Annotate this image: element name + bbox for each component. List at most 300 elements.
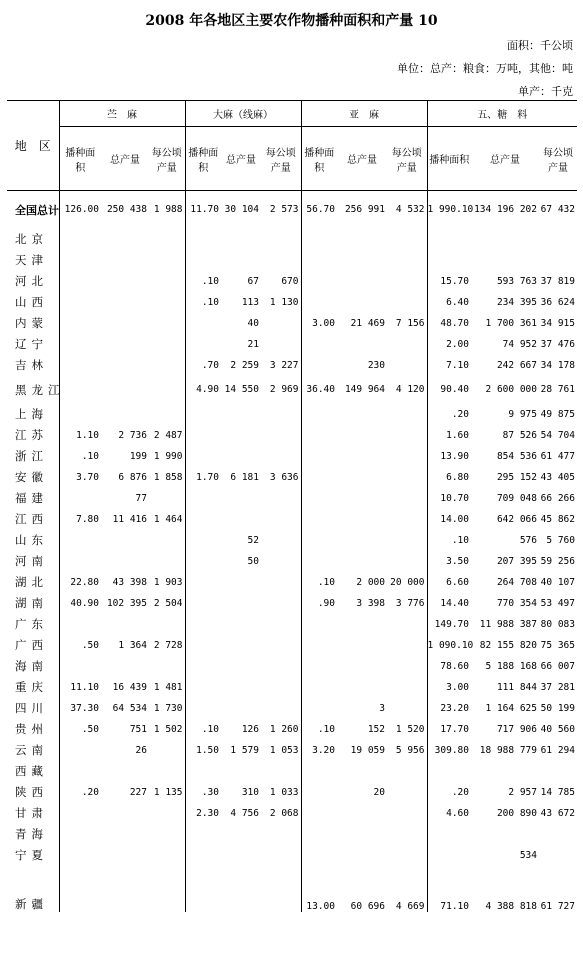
value-cell: 1 858 <box>153 471 183 483</box>
value-cell: 45 862 <box>540 513 575 525</box>
value-cell <box>387 824 427 845</box>
value-cell <box>337 250 387 271</box>
value-cell: 1 730 <box>153 702 183 714</box>
value-cell: 1 481 <box>153 681 183 693</box>
value-cell <box>301 782 337 803</box>
value-cell <box>301 803 337 824</box>
region-cell: 陕西 <box>15 785 48 799</box>
value-cell <box>149 866 185 912</box>
value-cell: 126 <box>241 723 259 735</box>
sub-header-area: 播种面积 <box>301 127 337 191</box>
value-cell: 64 534 <box>112 702 147 714</box>
table-row <box>7 250 577 271</box>
value-cell: 1 520 <box>395 723 425 735</box>
region-cell: 吉林 <box>15 358 48 372</box>
value-cell <box>337 677 387 698</box>
value-cell <box>149 824 185 845</box>
table-row <box>7 446 577 467</box>
value-cell: 3 227 <box>269 359 299 371</box>
value-cell <box>59 250 101 271</box>
table-row <box>7 572 577 593</box>
region-cell: 河北 <box>15 274 48 288</box>
value-cell: 17.70 <box>427 719 471 740</box>
value-cell <box>185 593 221 614</box>
value-cell: 40 <box>247 317 259 329</box>
value-cell <box>301 467 337 488</box>
value-cell <box>59 740 101 761</box>
value-cell: 200 890 <box>496 807 537 819</box>
value-cell <box>59 313 101 334</box>
region-cell: 西藏 <box>15 764 48 778</box>
value-cell <box>301 677 337 698</box>
value-cell: 26 <box>135 744 147 756</box>
value-cell <box>337 635 387 656</box>
sub-header-area: 播种面积 <box>59 127 101 191</box>
value-cell <box>261 845 301 866</box>
value-cell: 250 438 <box>106 204 147 216</box>
value-cell <box>301 425 337 446</box>
value-cell: 1 990.10 <box>427 191 471 229</box>
value-cell <box>149 404 185 425</box>
value-cell: 14 785 <box>540 786 575 798</box>
value-cell <box>101 656 149 677</box>
region-cell: 贵州 <box>15 722 48 736</box>
value-cell <box>221 229 261 250</box>
value-cell <box>149 530 185 551</box>
value-cell <box>387 677 427 698</box>
table-row <box>7 677 577 698</box>
value-cell: 5 956 <box>395 744 425 756</box>
table-row <box>7 761 577 782</box>
value-cell: 50 199 <box>540 702 575 714</box>
value-cell <box>261 698 301 719</box>
value-cell: 13.90 <box>427 446 471 467</box>
value-cell: 134 196 202 <box>474 204 537 216</box>
sub-header-yield: 每公顷产量 <box>543 147 573 174</box>
value-cell <box>101 250 149 271</box>
value-cell <box>261 425 301 446</box>
value-cell <box>101 530 149 551</box>
value-cell <box>301 656 337 677</box>
value-cell <box>427 250 471 271</box>
value-cell <box>101 614 149 635</box>
value-cell: 2 259 <box>230 359 259 371</box>
region-cell: 黑龙江 <box>15 382 65 397</box>
value-cell <box>301 404 337 425</box>
value-cell: 37 819 <box>540 275 575 287</box>
value-cell <box>149 376 185 404</box>
value-cell <box>221 866 261 912</box>
value-cell <box>261 313 301 334</box>
value-cell: 11.70 <box>185 191 221 229</box>
value-cell <box>221 698 261 719</box>
region-cell: 四川 <box>15 701 48 715</box>
unit-note-output: 单位：总产：粮食：万吨，其他：吨 <box>397 62 573 75</box>
region-cell: 上海 <box>15 407 48 421</box>
value-cell <box>185 551 221 572</box>
value-cell <box>301 698 337 719</box>
value-cell <box>221 446 261 467</box>
value-cell <box>539 229 577 250</box>
value-cell <box>185 425 221 446</box>
table-row <box>7 824 577 845</box>
value-cell: 264 708 <box>496 576 537 588</box>
value-cell <box>387 509 427 530</box>
value-cell <box>387 530 427 551</box>
value-cell <box>387 425 427 446</box>
value-cell <box>59 488 101 509</box>
value-cell <box>301 271 337 292</box>
value-cell <box>261 614 301 635</box>
value-cell <box>221 404 261 425</box>
value-cell: 1.70 <box>185 467 221 488</box>
value-cell <box>261 572 301 593</box>
value-cell: 30 104 <box>224 204 259 216</box>
value-cell: 1 033 <box>269 786 299 798</box>
sub-header-yield: 每公顷产量 <box>265 147 296 174</box>
region-cell: 北京 <box>15 232 48 246</box>
unit-note-area: 面积：千公顷 <box>507 39 573 52</box>
region-cell: 湖北 <box>15 575 48 589</box>
sub-header-yield: 每公顷产量 <box>391 147 422 174</box>
value-cell: 642 066 <box>496 513 537 525</box>
value-cell <box>301 551 337 572</box>
value-cell: 53 497 <box>540 597 575 609</box>
value-cell <box>337 292 387 313</box>
sub-header-area: 播种面积 <box>427 127 471 191</box>
value-cell: 126.00 <box>59 191 101 229</box>
value-cell: .10 <box>301 572 337 593</box>
value-cell: 67 <box>247 275 259 287</box>
value-cell: 66 007 <box>540 660 575 672</box>
value-cell: 40.90 <box>59 593 101 614</box>
value-cell: 1 130 <box>269 296 299 308</box>
value-cell <box>261 866 301 912</box>
value-cell: 40 560 <box>540 723 575 735</box>
value-cell: .10 <box>59 446 101 467</box>
value-cell: 37 476 <box>540 338 575 350</box>
value-cell: 7.10 <box>427 355 471 376</box>
group-header-ramie: 苎 麻 <box>59 101 185 127</box>
region-cell: 天津 <box>15 253 48 267</box>
value-cell <box>221 572 261 593</box>
value-cell <box>101 355 149 376</box>
value-cell: 6.60 <box>427 572 471 593</box>
value-cell <box>149 845 185 866</box>
value-cell <box>261 229 301 250</box>
value-cell: 1 990 <box>153 450 183 462</box>
value-cell <box>221 593 261 614</box>
table-row <box>7 488 577 509</box>
value-cell: 5 760 <box>546 534 575 546</box>
value-cell: 2 573 <box>269 204 299 216</box>
value-cell <box>261 250 301 271</box>
value-cell: 36.40 <box>301 376 337 404</box>
value-cell: 71.10 <box>427 866 471 912</box>
table-row <box>7 509 577 530</box>
value-cell: 1.50 <box>185 740 221 761</box>
value-cell <box>221 761 261 782</box>
value-cell: 1 164 625 <box>485 702 537 714</box>
table-row <box>7 782 577 803</box>
value-cell <box>301 845 337 866</box>
value-cell: 4 532 <box>395 204 425 216</box>
value-cell <box>301 509 337 530</box>
value-cell <box>337 656 387 677</box>
value-cell <box>539 250 577 271</box>
table-row <box>7 292 577 313</box>
value-cell <box>101 761 149 782</box>
value-cell <box>101 824 149 845</box>
value-cell <box>337 229 387 250</box>
region-header: 地 区 <box>7 101 59 191</box>
value-cell <box>387 404 427 425</box>
value-cell <box>337 824 387 845</box>
region-cell: 海南 <box>15 659 48 673</box>
value-cell: 3.20 <box>301 740 337 761</box>
value-cell <box>185 614 221 635</box>
value-cell <box>185 698 221 719</box>
value-cell <box>261 334 301 355</box>
value-cell: 82 155 820 <box>479 639 537 651</box>
value-cell: 66 266 <box>540 492 575 504</box>
region-cell: 广东 <box>15 617 48 631</box>
value-cell <box>185 677 221 698</box>
value-cell <box>149 271 185 292</box>
value-cell <box>185 488 221 509</box>
value-cell <box>261 530 301 551</box>
value-cell: .20 <box>427 782 471 803</box>
value-cell <box>149 355 185 376</box>
value-cell: 40 107 <box>540 576 575 588</box>
value-cell <box>301 229 337 250</box>
table-row <box>7 467 577 488</box>
table-row <box>7 271 577 292</box>
value-cell <box>337 467 387 488</box>
value-cell <box>471 250 539 271</box>
value-cell <box>59 656 101 677</box>
region-cell: 广西 <box>15 638 48 652</box>
value-cell: .20 <box>59 782 101 803</box>
value-cell <box>185 530 221 551</box>
value-cell <box>221 425 261 446</box>
value-cell: 11 416 <box>112 513 147 525</box>
value-cell <box>149 803 185 824</box>
value-cell <box>387 488 427 509</box>
value-cell <box>387 334 427 355</box>
region-cell: 浙江 <box>15 449 48 463</box>
value-cell <box>185 635 221 656</box>
region-cell: 宁夏 <box>15 848 48 862</box>
table-row <box>7 313 577 334</box>
value-cell: 49 875 <box>540 408 575 420</box>
value-cell: 2 000 <box>356 576 385 588</box>
value-cell: 2 504 <box>153 597 183 609</box>
value-cell <box>337 488 387 509</box>
value-cell: 207 395 <box>496 555 537 567</box>
value-cell: 43 398 <box>112 576 147 588</box>
value-cell <box>221 509 261 530</box>
value-cell: 9 975 <box>508 408 537 420</box>
value-cell: 61 477 <box>540 450 575 462</box>
value-cell: 1 988 <box>153 204 183 216</box>
table-row <box>7 355 577 376</box>
table-row <box>7 803 577 824</box>
sub-header-output: 总产量 <box>110 155 140 166</box>
value-cell: .50 <box>59 635 101 656</box>
value-cell <box>261 488 301 509</box>
value-cell: 4.90 <box>185 376 221 404</box>
value-cell <box>337 530 387 551</box>
value-cell <box>185 845 221 866</box>
value-cell: 80 083 <box>540 618 575 630</box>
value-cell: 1 464 <box>153 513 183 525</box>
table-row <box>7 229 577 250</box>
value-cell <box>301 334 337 355</box>
value-cell: 4 669 <box>395 900 425 912</box>
value-cell <box>59 845 101 866</box>
value-cell <box>387 551 427 572</box>
value-cell <box>101 404 149 425</box>
table-row <box>7 376 577 404</box>
value-cell <box>427 761 471 782</box>
value-cell: 1 135 <box>153 786 183 798</box>
value-cell <box>59 292 101 313</box>
value-cell <box>221 614 261 635</box>
value-cell <box>337 334 387 355</box>
value-cell <box>59 614 101 635</box>
table-row <box>7 866 577 912</box>
value-cell <box>337 803 387 824</box>
table-row <box>7 614 577 635</box>
value-cell <box>185 866 221 912</box>
region-cell: 新疆 <box>15 896 48 911</box>
region-cell: 江西 <box>15 512 48 526</box>
value-cell <box>387 355 427 376</box>
value-cell <box>387 761 427 782</box>
value-cell <box>101 803 149 824</box>
value-cell <box>387 614 427 635</box>
region-cell: 山东 <box>15 533 48 547</box>
value-cell <box>185 313 221 334</box>
value-cell: .90 <box>301 593 337 614</box>
value-cell <box>539 845 577 866</box>
value-cell: 3.00 <box>427 677 471 698</box>
value-cell <box>185 404 221 425</box>
sub-header-yield: 每公顷产量 <box>151 147 182 174</box>
value-cell <box>427 229 471 250</box>
value-cell <box>301 635 337 656</box>
value-cell: 242 667 <box>496 359 537 371</box>
value-cell <box>261 551 301 572</box>
value-cell <box>337 425 387 446</box>
value-cell: 3 398 <box>356 597 385 609</box>
value-cell: 14 550 <box>224 384 259 395</box>
value-cell: 90.40 <box>427 376 471 404</box>
value-cell <box>59 551 101 572</box>
value-cell: 2.00 <box>427 334 471 355</box>
value-cell <box>59 376 101 404</box>
value-cell <box>387 250 427 271</box>
unit-note-yield: 单产：千克 <box>518 85 573 98</box>
value-cell: 149 964 <box>344 384 385 395</box>
value-cell <box>101 229 149 250</box>
value-cell <box>149 229 185 250</box>
value-cell <box>387 271 427 292</box>
value-cell: 34 178 <box>540 359 575 371</box>
value-cell: 20 <box>373 786 385 798</box>
value-cell: 227 <box>129 786 147 798</box>
value-cell <box>301 446 337 467</box>
value-cell: 2 068 <box>269 807 299 819</box>
value-cell <box>59 404 101 425</box>
table-row <box>7 593 577 614</box>
value-cell <box>59 530 101 551</box>
table-row <box>7 740 577 761</box>
value-cell: 23.20 <box>427 698 471 719</box>
value-cell: 14.40 <box>427 593 471 614</box>
value-cell <box>59 334 101 355</box>
value-cell <box>261 824 301 845</box>
table-row <box>7 530 577 551</box>
value-cell: 1.60 <box>427 425 471 446</box>
table-row <box>7 191 577 229</box>
value-cell: 1 053 <box>269 744 299 756</box>
region-cell: 重庆 <box>15 680 48 694</box>
value-cell: 152 <box>367 723 385 735</box>
region-cell: 湖南 <box>15 596 48 610</box>
region-cell: 福建 <box>15 491 48 505</box>
value-cell: 2 969 <box>269 384 299 395</box>
value-cell: 15.70 <box>427 271 471 292</box>
value-cell <box>471 229 539 250</box>
value-cell <box>337 271 387 292</box>
value-cell: .50 <box>59 719 101 740</box>
value-cell: 14.00 <box>427 509 471 530</box>
value-cell <box>221 677 261 698</box>
value-cell <box>185 761 221 782</box>
value-cell: 2 600 000 <box>485 384 537 395</box>
value-cell <box>539 824 577 845</box>
value-cell: 60 696 <box>350 900 385 912</box>
value-cell: 770 354 <box>496 597 537 609</box>
value-cell: 295 152 <box>496 471 537 483</box>
value-cell <box>59 355 101 376</box>
sub-header-output: 总产量 <box>347 155 377 166</box>
value-cell <box>427 824 471 845</box>
table-row <box>7 719 577 740</box>
value-cell <box>471 824 539 845</box>
value-cell: 56.70 <box>301 191 337 229</box>
value-cell <box>301 824 337 845</box>
value-cell: 18 988 779 <box>479 744 537 756</box>
value-cell: 3.00 <box>301 313 337 334</box>
value-cell: .10 <box>301 719 337 740</box>
value-cell: 4 756 <box>230 807 259 819</box>
value-cell: 74 952 <box>502 338 537 350</box>
sub-header-output: 总产量 <box>226 155 256 166</box>
value-cell: 20 000 <box>390 576 425 588</box>
value-cell: 534 <box>519 849 537 861</box>
value-cell: 1 502 <box>153 723 183 735</box>
value-cell: 19 059 <box>350 744 385 756</box>
value-cell <box>539 761 577 782</box>
value-cell: 3.70 <box>59 467 101 488</box>
value-cell <box>101 292 149 313</box>
value-cell: 310 <box>241 786 259 798</box>
value-cell <box>221 250 261 271</box>
value-cell: 1 364 <box>118 639 147 651</box>
